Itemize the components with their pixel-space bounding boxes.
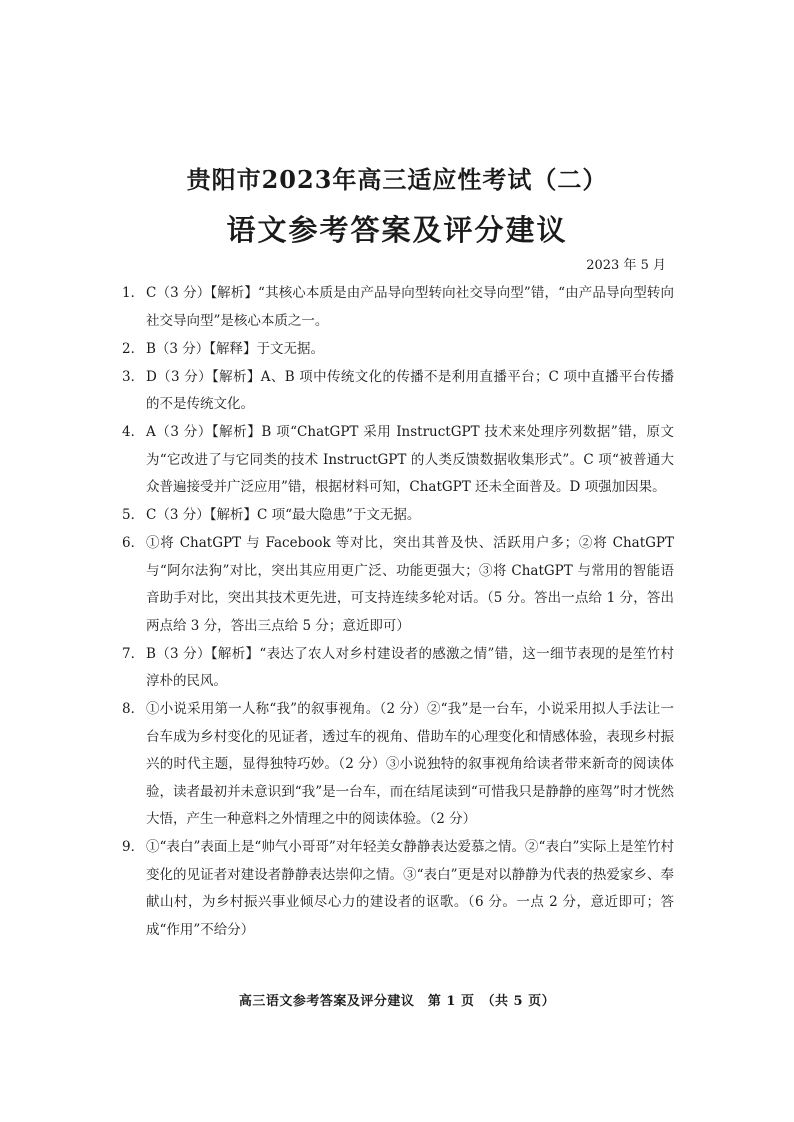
answer-number: 6． (122, 535, 145, 551)
answer-number: 7． (122, 645, 145, 662)
answer-text: C（3 分）【解析】“其核心本质是由产品导向型转向社交导向型”错，“由产品导向型转向社交导向型”是核心本质之一。 (146, 285, 674, 329)
answer-text: A（3 分）【解析】B 项“ChatGPT 采用 InstructGPT 技术来处理序列数据”错，原文为“它改进了与它同类的技术 InstructGPT 的人类反馈数据收集形式”。C 项“被普通大众普遍接受并广泛应用”错，根据材料可知，ChatGPT 还未全面普及。D 项强加因果。 (146, 424, 674, 495)
answer-text: B（3 分）【解析】“表达了农人对乡村建设者的感激之情”错，这一细节表现的是笙竹村淳朴的民风。 (146, 645, 674, 689)
answer-number: 2． (122, 340, 145, 357)
answer-text: B（3 分）【解释】于文无据。 (146, 340, 325, 357)
answer-number: 5． (122, 507, 145, 523)
answer-number: 4． (122, 424, 145, 440)
answer-list (122, 280, 674, 945)
answer-text: ①“表白”表面上是“帅气小哥哥”对年轻美女静静表达爱慕之情。②“表白”实际上是笙竹村变化的见证者对建设者静静表达崇仰之情。③“表白”更是对以静静为代表的热爱家乡、奉献山村，为乡村振兴事业倾尽心力的建设者的讴歌。（6 分。一点 2 分，意近即可；答成“作用”不给分） (146, 839, 674, 938)
page-footer: 高三语文参考答案及评分建议 第 1 页 （共 5 页） (238, 994, 556, 1009)
answer-item-1 (122, 280, 674, 335)
answer-item-4 (122, 419, 674, 502)
answer-number: 1． (122, 285, 145, 301)
page-title: 贵阳市2023年高三适应性考试（二） (186, 165, 608, 194)
answer-text: ①将 ChatGPT 与 Facebook 等对比，突出其普及快、活跃用户多；②将 ChatGPT 与“阿尔法狗”对比，突出其应用更广泛、功能更强大；③将 ChatGPT 与常用的智能语音助手对比，突出其技术更先进，可支持连续多轮对话。（5 分。答出一点给 1 分，答出两点给 3 分，答出三点给 5 分；意近即可） (146, 535, 674, 634)
answer-text: D（3 分）【解析】A、B 项中传统文化的传播不是利用直播平台；C 项中直播平台传播的不是传统文化。 (146, 368, 674, 412)
answer-number: 9． (122, 839, 145, 855)
answer-text: ①小说采用第一人称“我”的叙事视角。（2 分）②“我”是一台车，小说采用拟人手法让一台车成为乡村变化的见证者，透过车的视角、借助车的心理变化和情感体验，表现乡村振兴的时代主题，显得独特巧妙。（2 分）③小说独特的叙事视角给读者带来新奇的阅读体验，读者最初并未意识到“我”是一台车，而在结尾读到“可惜我只是静静的座驾”时才恍然大悟，产生一种意料之外情理之中的阅读体验。（2 分） (146, 701, 674, 827)
answer-text: C（3 分）【解析】C 项“最大隐患”于文无据。 (146, 507, 421, 523)
answer-item-7 (122, 641, 674, 696)
answer-item-3 (122, 364, 674, 419)
answer-number: 8． (122, 701, 145, 717)
answer-item-2 (122, 336, 674, 364)
document-date: 2023 年 5 月 (586, 258, 666, 273)
answer-item-5 (122, 502, 674, 530)
answer-item-6 (122, 530, 674, 640)
answer-item-9 (122, 834, 674, 944)
answer-item-8 (122, 696, 674, 834)
page-subtitle: 语文参考答案及评分建议 (226, 213, 568, 247)
answer-number: 3． (122, 368, 145, 385)
